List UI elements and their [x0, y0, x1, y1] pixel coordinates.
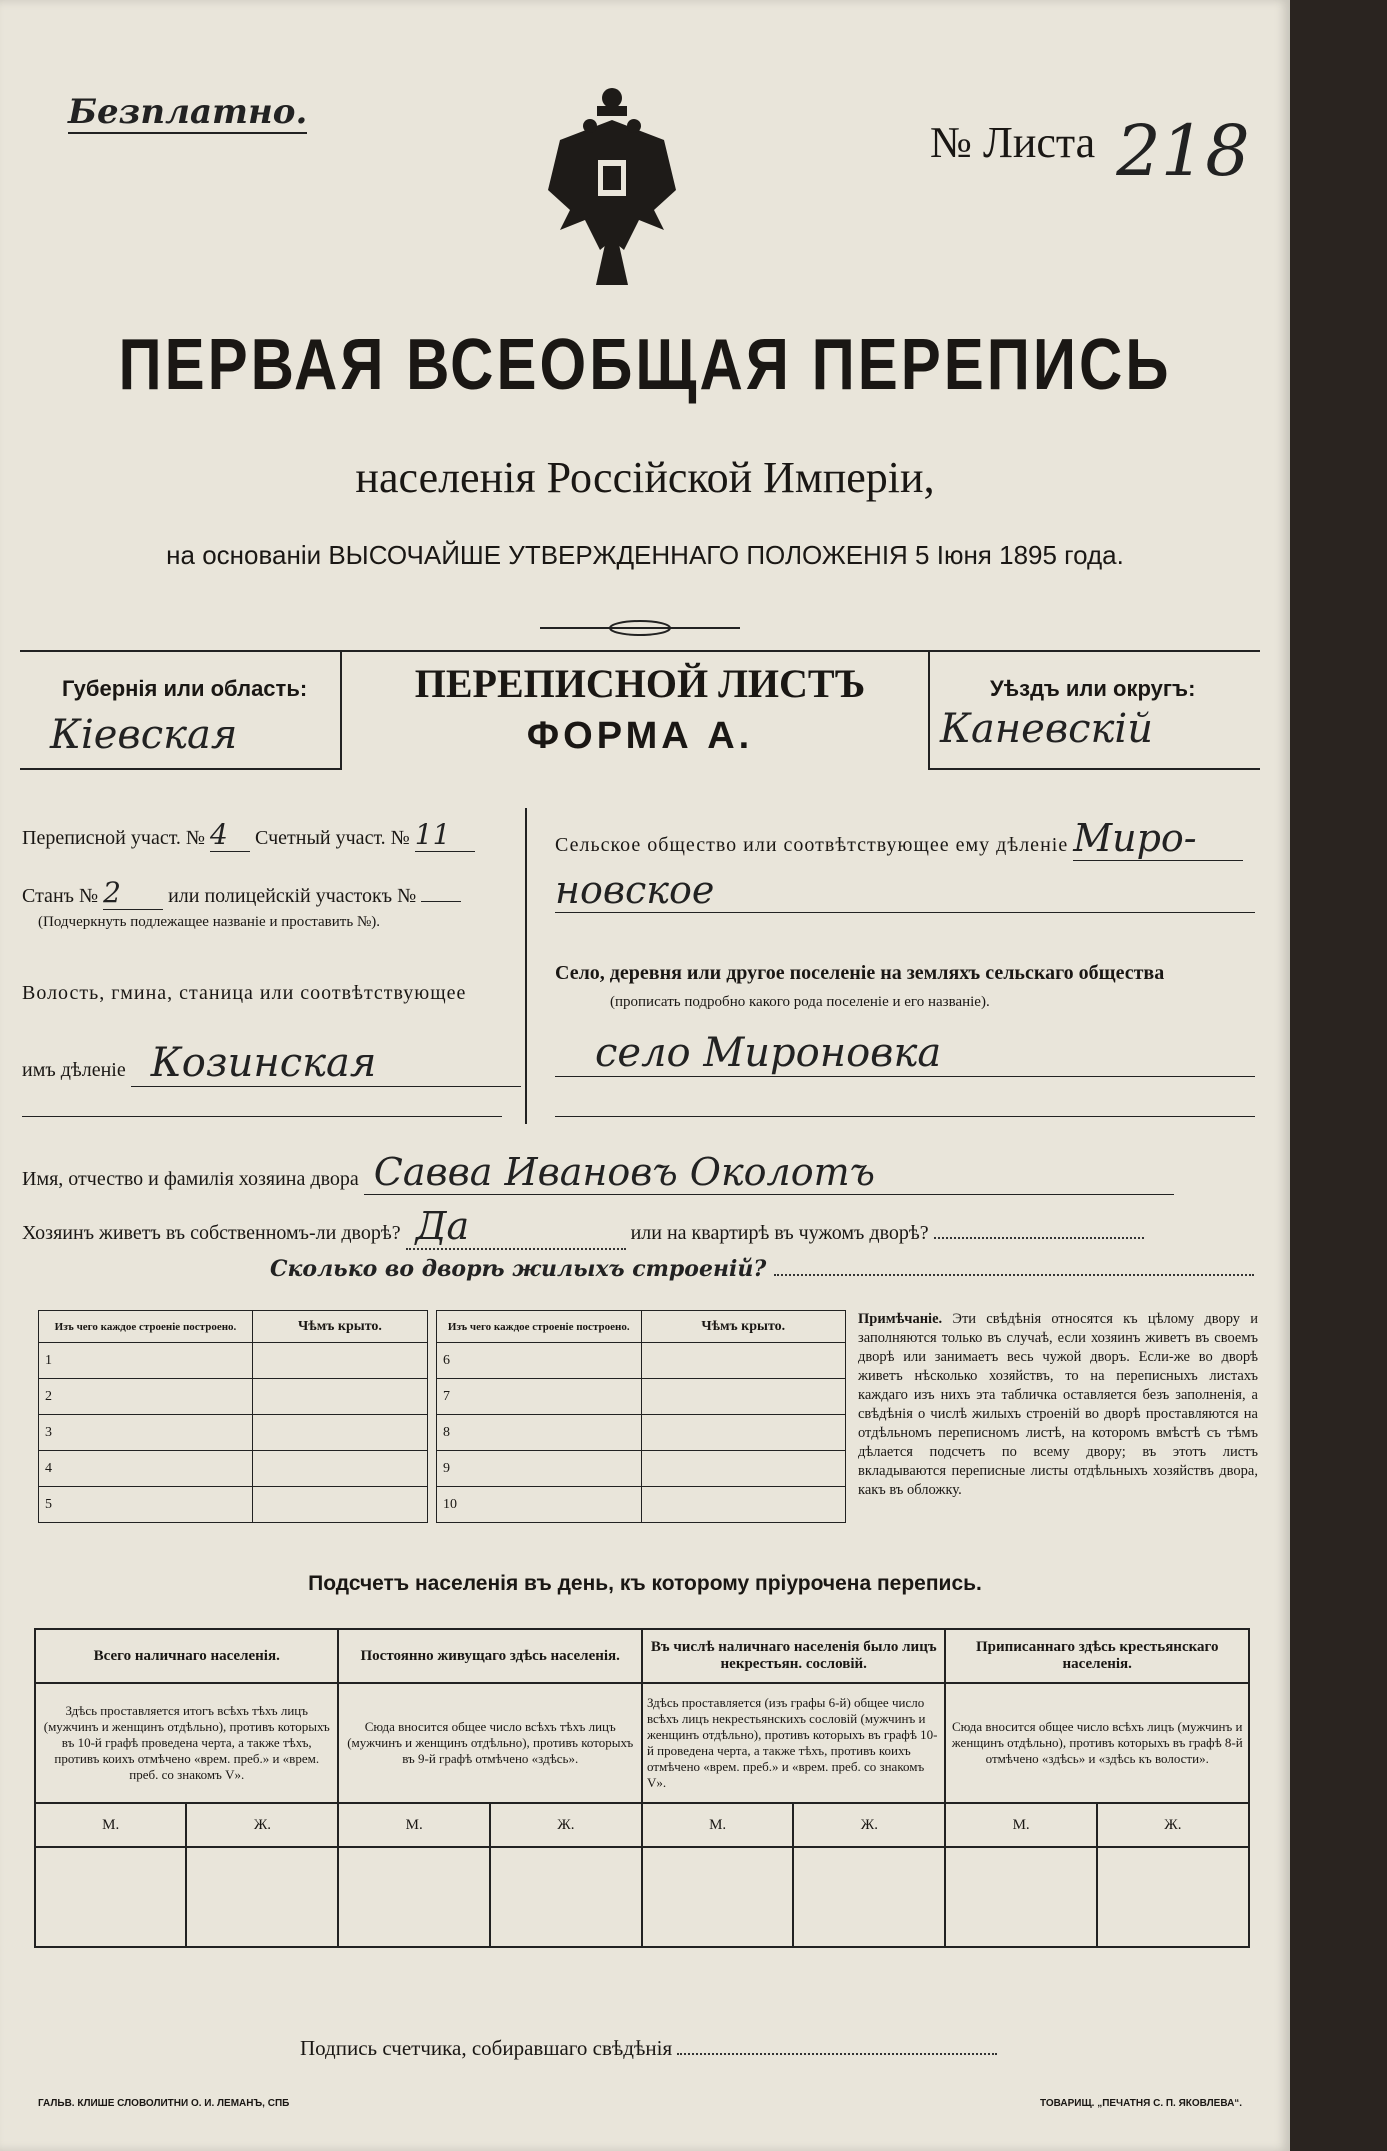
- sheet-no-value: 218: [1116, 110, 1250, 192]
- uezd-value: Каневскій: [940, 706, 1153, 752]
- schet-value: 11: [415, 818, 475, 852]
- population-heading: Подсчетъ населенія въ день, къ которому пріурочена перепись.: [308, 1572, 982, 1595]
- owner-name-value: Савва Ивановъ Околотъ: [364, 1150, 1174, 1195]
- printer-left: ГАЛЬВ. КЛИШЕ СЛОВОЛИТНИ О. И. ЛЕМАНЪ, СПБ: [38, 2098, 290, 2109]
- buildings-table-right: Изъ чего каждое строеніе построено. Чѣмъ крыто. 6 7 8 9 10: [436, 1310, 846, 1523]
- table-row: 5: [39, 1487, 253, 1523]
- gubernia-label: Губернія или область:: [62, 676, 308, 701]
- col-permanent-title: Постоянно живущаго здѣсь населенія.: [338, 1629, 641, 1683]
- table-row: 8: [437, 1415, 642, 1451]
- uchast-field: Переписной участ. № 4 Счетный участ. № 11: [22, 818, 475, 852]
- volost-label: Волость, гмина, станица или соотвѣтствующее: [22, 982, 467, 1004]
- owner-lives-value: Да: [406, 1204, 626, 1250]
- village-note: (прописать подробно какого рода поселеніе и его названіе).: [610, 994, 990, 1010]
- table-row: 3: [39, 1415, 253, 1451]
- owner-lives-field: Хозяинъ живетъ въ собственномъ-ли дворѣ? Да или на квартирѣ въ чужомъ дворѣ?: [22, 1204, 1144, 1250]
- page-title: ПЕРВАЯ ВСЕОБЩАЯ ПЕРЕПИСЬ: [118, 324, 1172, 405]
- table-row: 6: [437, 1343, 642, 1379]
- uchast-value: 4: [210, 818, 250, 852]
- table-row: 10: [437, 1487, 642, 1523]
- note-block: [858, 1310, 1258, 1500]
- form-title: ПЕРЕПИСНОЙ ЛИСТЪ: [414, 661, 866, 706]
- signature-field: Подпись счетчика, собиравшаго свѣдѣнія: [300, 2036, 997, 2061]
- table-row: 2: [39, 1379, 253, 1415]
- col-total-title: Всего наличнаго населенія.: [35, 1629, 338, 1683]
- page-subtitle: населенія Россійской Имперіи,: [355, 453, 935, 502]
- table-row: 4: [39, 1451, 253, 1487]
- village-value: село Мироновка: [555, 1030, 1255, 1077]
- note-title: Примѣчаніе.: [858, 1311, 943, 1327]
- society-value-2: новское: [555, 868, 1255, 913]
- owner-name-field: Имя, отчество и фамилія хозяина двора Савва Ивановъ Околотъ: [22, 1150, 1174, 1195]
- printer-right: ТОВАРИЩ. „ПЕЧАТНЯ С. П. ЯКОВЛЕВА“.: [1040, 2098, 1243, 2109]
- stan-field: Станъ № 2 или полицейскій участокъ №: [22, 876, 461, 910]
- police-note: (Подчеркнуть подлежащее названіе и проставить №).: [38, 914, 380, 930]
- col-noncrest-title: Въ числѣ наличнаго населенія было лицъ некрестьян. сословій.: [642, 1629, 945, 1683]
- buildings-table-left: Изъ чего каждое строеніе построено. Чѣмъ крыто. 1 2 3 4 5: [38, 1310, 428, 1523]
- col-peasant-title: Приписаннаго здѣсь крестьянскаго населенія.: [945, 1629, 1249, 1683]
- table-row: 1: [39, 1343, 253, 1379]
- gubernia-value: Кіевская: [50, 712, 238, 758]
- ornament-divider: [540, 618, 740, 638]
- society-field: Сельское общество или соотвѣтствующее ему дѣленіе Миро-: [555, 816, 1243, 861]
- table-row: 9: [437, 1451, 642, 1487]
- eagle-emblem-icon: [540, 80, 685, 290]
- sheet-number: [930, 92, 1250, 192]
- free-label: Безплатно.: [68, 92, 308, 132]
- note-text: Эти свѣдѣнія относятся къ цѣлому двору и заполняются только въ случаѣ, если хозяинъ живетъ въ своемъ дворѣ или занимаетъ весь чужой дворъ. Если-же во дворѣ живетъ нѣсколько хозяйствъ, то на переписныхъ листахъ каждаго изъ нихъ эта табличка оставляется безъ заполненія, а свѣдѣнія о числѣ жилыхъ строеній во дворѣ проставляются на отдѣльномъ переписномъ листѣ, на которомъ вмѣстѣ съ тѣмъ дѣлается подсчетъ по всему двору; въ этотъ листъ вкладываются переписные листы отдѣльныхъ хозяйствъ двора, какъ въ обложку.: [858, 1311, 1259, 1498]
- volost-field: имъ дѣленіе Козинская: [22, 1040, 521, 1087]
- society-value: Миро-: [1073, 816, 1243, 861]
- stan-value: 2: [103, 876, 163, 910]
- uezd-label: Уѣздъ или округъ:: [990, 676, 1196, 701]
- village-label: Село, деревня или другое поселеніе на земляхъ сельскаго общества: [555, 962, 1165, 984]
- volost-value: Козинская: [131, 1040, 521, 1087]
- sheet-no-label: № Листа: [930, 118, 1096, 167]
- form-sub: ФОРМА А.: [526, 715, 754, 757]
- basis-text: на основаніи ВЫСОЧАЙШЕ УТВЕРЖДЕННАГО ПОЛОЖЕНІЯ 5 Іюня 1895 года.: [166, 540, 1124, 570]
- population-table: Всего наличнаго населенія. Постоянно живущаго здѣсь населенія. Въ числѣ наличнаго населенія было лицъ некрестьян. сословій. Приписаннаго здѣсь крестьянскаго населенія. Здѣсь проставляется итогъ всѣхъ тѣхъ лицъ (мужчинъ и женщинъ отдѣльно), противъ которыхъ въ 10-й графѣ проведена черта, а также тѣхъ, противъ коихъ отмѣчено «врем. преб.» и «врем. преб. со знакомъ V». Сюда вносится общее число всѣхъ тѣхъ лицъ (мужчинъ и женщинъ отдѣльно), противъ которыхъ въ 9-й графѣ отмѣчено «здѣсь». Здѣсь проставляется (изъ графы 6-й) общее число всѣхъ лицъ некрестьянскихъ сословій (мужчинъ и женщинъ отдѣльно), противъ которыхъ въ графѣ 10-й проведена черта, а также тѣхъ, противъ коихъ отмѣчено «врем. преб.» и «врем. преб. со знакомъ V». Сюда вносится общее число всѣхъ лицъ (мужчинъ и женщинъ отдѣльно), противъ которыхъ въ графѣ 8-й отмѣчено «здѣсь» и «здѣсь къ волости». М. Ж. М. Ж. М. Ж. М. Ж.: [34, 1628, 1250, 1948]
- buildings-label: Сколько во дворѣ жилыхъ строеній?: [270, 1256, 1254, 1282]
- table-row: 7: [437, 1379, 642, 1415]
